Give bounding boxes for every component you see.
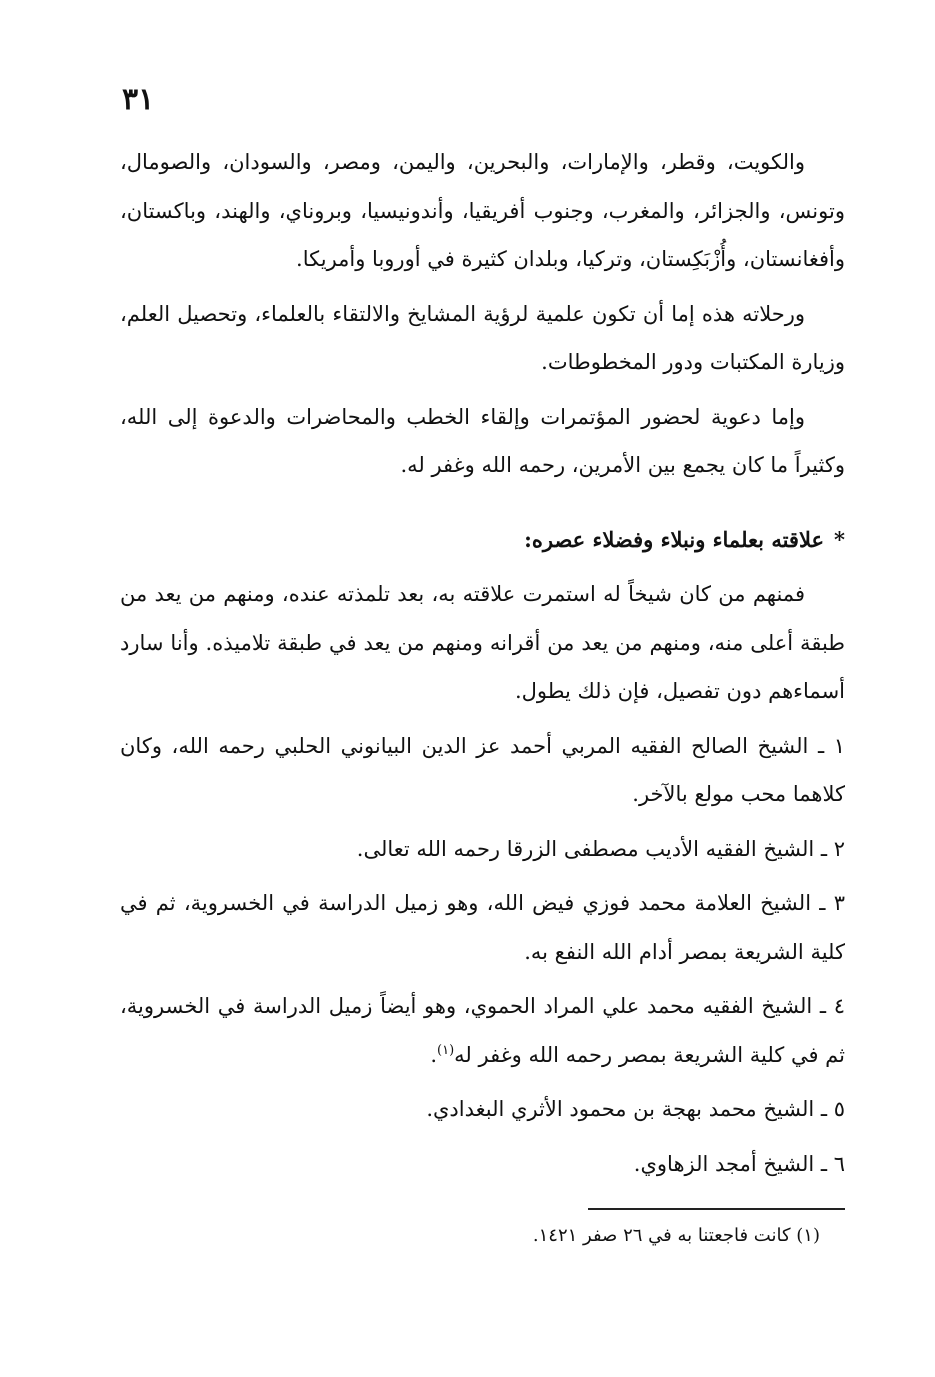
list-item-5: ٥ ـ الشيخ محمد بهجة بن محمود الأثري البغدادي. — [426, 1097, 845, 1121]
paragraph-dawah-travels: وإما دعوية لحضور المؤتمرات وإلقاء الخطب والمحاضرات والدعوة إلى الله، وكثيراً ما كان يجمع بين الأمرين، رحمه الله وغفر له. — [120, 404, 845, 477]
list-item-6: ٦ ـ الشيخ أمجد الزهاوي. — [633, 1151, 845, 1176]
section-intro: فمنهم من كان شيخاً له استمرت علاقته به، بعد تلمذته عنده، ومنهم من يعد من طبقة أعلى منه، ومنهم من يعد من أقرانه ومنهم من يعد في طبقة تلاميذه. وأنا سارد أسماءهم دون تفصيل، فإن ذلك يطول. — [120, 582, 845, 703]
footnote: (١) كانت فاجعتنا به في ٢٦ صفر ١٤٢١. — [532, 1225, 820, 1246]
section-heading — [120, 516, 845, 565]
footnote-reference[interactable]: (١) — [437, 1042, 455, 1058]
footnote-separator — [588, 1208, 845, 1210]
list-item-3: ٣ ـ الشيخ العلامة محمد فوزي فيض الله، وهو زميل الدراسة في الخسروية، ثم في كلية الشريعة بمصر أدام الله النفع به. — [120, 891, 845, 964]
list-item-2: ٢ ـ الشيخ الفقيه الأديب مصطفى الزرقا رحمه الله تعالى. — [356, 836, 845, 861]
page-number: ٣١ — [122, 82, 155, 117]
page-body — [120, 138, 845, 1194]
list-item-4-period: . — [430, 1042, 438, 1067]
star-icon: * — [834, 526, 845, 552]
list-item-4 — [120, 982, 845, 1079]
section-heading-text: علاقته بعلماء ونبلاء وفضلاء عصره: — [524, 526, 825, 552]
list-item-4-text: ٤ ـ الشيخ الفقيه محمد علي المراد الحموي، وهو أيضاً زميل الدراسة في الخسروية، ثم في كلية الشريعة بمصر رحمه الله وغفر له — [120, 994, 845, 1067]
paragraph-scholarly-travels: ورحلاته هذه إما أن تكون علمية لرؤية المشايخ والالتقاء بالعلماء، وتحصيل العلم، وزيارة المكتبات ودور المخطوطات. — [120, 301, 845, 374]
list-item-1: ١ ـ الشيخ الصالح الفقيه المربي أحمد عز الدين البيانوني الحلبي رحمه الله، وكان كلاهما محب مولع بالآخر. — [120, 733, 845, 806]
paragraph-countries: والكويت، وقطر، والإمارات، والبحرين، واليمن، ومصر، والسودان، والصومال، وتونس، والجزائر، والمغرب، وجنوب أفريقيا، وأندونيسيا، وبروناي، والهند، وباكستان، وأفغانستان، وأُزْبَكِستان، وتركيا، وبلدان كثيرة في أوروبا وأمريكا. — [120, 150, 845, 271]
